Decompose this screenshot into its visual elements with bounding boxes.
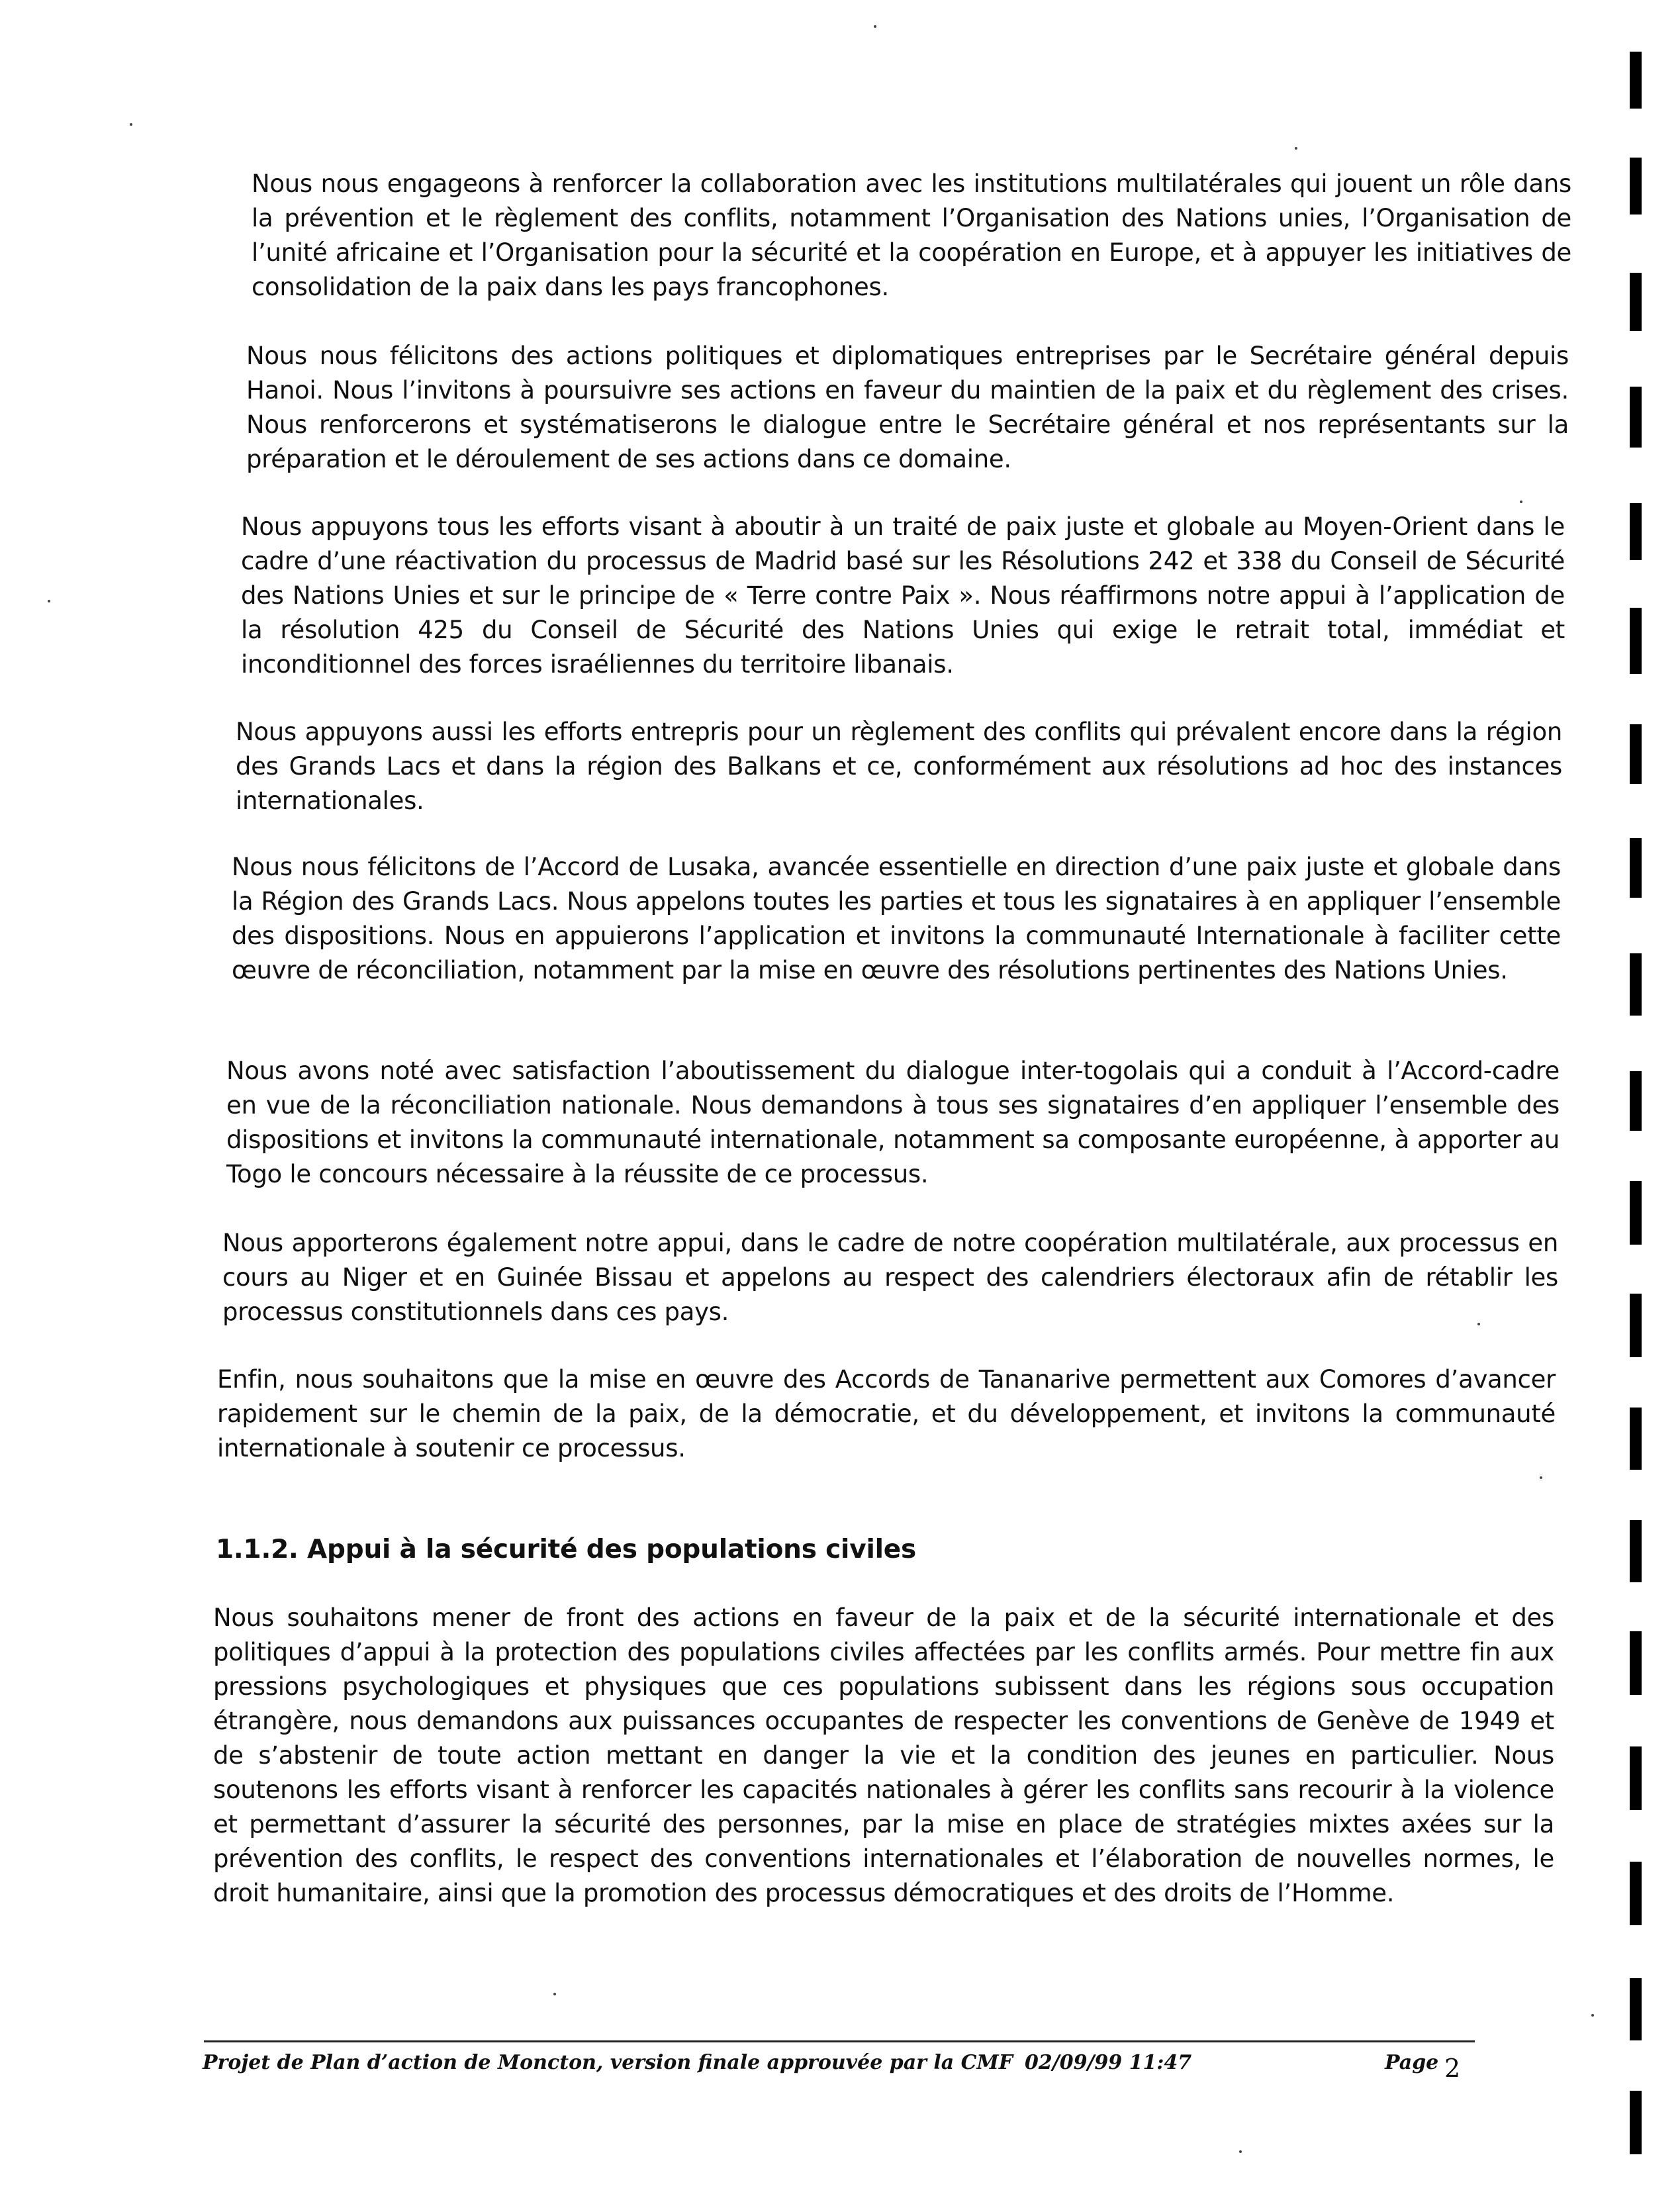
paragraph-8: Enfin, nous souhaitons que la mise en œuvre des Accords de Tananarive permettent aux Comores d’avancer rapidement sur le chemin de la paix, de la démocratie, et du développement, et invitons la communauté internationale à soutenir ce processus. bbox=[217, 1365, 1556, 1462]
scan-mark bbox=[1630, 1978, 1642, 2040]
paragraph-4: Nous appuyons aussi les efforts entrepris pour un règlement des conflits qui prévalent encore dans la région des Grands Lacs et dans la région des Balkans et ce, conformément aux résolutions ad hoc des instances internationales. bbox=[236, 718, 1562, 815]
scan-speck bbox=[1477, 1323, 1480, 1325]
paragraph-7: Nous apporterons également notre appui, dans le cadre de notre coopération multilatérale, aux processus en cours au Niger et en Guinée Bissau et appelons au respect des calendriers électoraux afin de rétablir les processus constitutionnels dans ces pays. bbox=[222, 1229, 1558, 1326]
scan-mark bbox=[1630, 838, 1642, 898]
footer-datetime: 02/09/99 11:47 bbox=[1025, 2051, 1192, 2074]
paragraph-1: Nous nous engageons à renforcer la collaboration avec les institutions multilatérales qui jouent un rôle dans la prévention et le règlement des conflits, notamment l’Organisation des Nations unies, l’Organisation de l’unité africaine et l’Organisation pour la sécurité et la coopération en Europe, et à appuyer les initiatives de consolidation de la paix dans les pays francophones. bbox=[252, 169, 1571, 301]
scan-speck bbox=[1540, 1476, 1542, 1479]
section-heading: 1.1.2. Appui à la sécurité des populations civiles bbox=[216, 1535, 917, 1564]
scan-mark bbox=[1630, 1520, 1642, 1582]
section-paragraph: Nous souhaitons mener de front des actions en faveur de la paix et de la sécurité internationale et des politiques d’appui à la protection des populations civiles affectées par les conflits armés. Pour mettre fin aux pressions psychologiques et physiques que ces populations subissent dans les régions sous occupation étrangère, nous demandons aux puissances occupantes de respecter les conventions de Genève de 1949 et de s’abstenir de toute action mettant en danger la vie et la condition des jeunes en particulier. Nous soutenons les efforts visant à renforcer les capacités nationales à gérer les conflits sans recourir à la violence et permettant d’assurer la sécurité des personnes, par la mise en place de stratégies mixtes axées sur la prévention des conflits, le respect des conventions internationales et l’élaboration de nouvelles normes, le droit humanitaire, ainsi que la promotion des processus démocratiques et des droits de l’Homme. bbox=[213, 1603, 1554, 1907]
scan-speck bbox=[1520, 501, 1522, 503]
scan-speck bbox=[130, 123, 132, 126]
scan-mark bbox=[1630, 1294, 1642, 1357]
scan-mark bbox=[1630, 1631, 1642, 1695]
footer-page-label: Page bbox=[1385, 2051, 1439, 2074]
scan-speck bbox=[553, 1993, 556, 1995]
paragraph-2: Nous nous félicitons des actions politiques et diplomatiques entreprises par le Secrétaire général depuis Hanoi. Nous l’invitons à poursuivre ses actions en faveur du maintien de la paix et du règlement des crises. Nous renforcerons et systématiserons le dialogue entre le Secrétaire général et nos représentants sur la préparation et le déroulement de ses actions dans ce domaine. bbox=[246, 342, 1569, 473]
paragraph-5: Nous nous félicitons de l’Accord de Lusaka, avancée essentielle en direction d’une paix juste et globale dans la Région des Grands Lacs. Nous appelons toutes les parties et tous les signataires à en appliquer l’ensemble des dispositions. Nous en appuierons l’application et invitons la communauté Internationale à faciliter cette œuvre de réconciliation, notamment par la mise en œuvre des résolutions pertinentes des Nations Unies. bbox=[232, 853, 1561, 984]
scan-speck bbox=[48, 600, 50, 602]
footer-rule bbox=[204, 2040, 1475, 2042]
scan-mark bbox=[1630, 953, 1642, 1016]
scan-mark bbox=[1630, 724, 1642, 784]
scan-speck bbox=[1295, 147, 1297, 150]
scan-speck bbox=[874, 25, 876, 28]
scan-mark bbox=[1630, 387, 1642, 448]
scan-mark bbox=[1630, 1071, 1642, 1131]
scan-mark bbox=[1630, 608, 1642, 674]
scan-mark bbox=[1630, 503, 1642, 560]
scan-mark bbox=[1630, 1746, 1642, 1810]
scan-mark bbox=[1630, 1862, 1642, 1925]
scan-mark bbox=[1630, 273, 1642, 331]
scan-mark bbox=[1630, 2091, 1642, 2154]
scan-mark bbox=[1630, 1181, 1642, 1245]
scan-mark bbox=[1630, 158, 1642, 215]
paragraph-3: Nous appuyons tous les efforts visant à aboutir à un traité de paix juste et globale au Moyen-Orient dans le cadre d’une réactivation du processus de Madrid basé sur les Résolutions 242 et 338 du Conseil de Sécurité des Nations Unies et sur le principe de « Terre contre Paix ». Nous réaffirmons notre appui à l’application de la résolution 425 du Conseil de Sécurité des Nations Unies qui exige le retrait total, immédiat et inconditionnel des forces israéliennes du territoire libanais. bbox=[241, 512, 1565, 679]
paragraph-6: Nous avons noté avec satisfaction l’aboutissement du dialogue inter-togolais qui a conduit à l’Accord-cadre en vue de la réconciliation nationale. Nous demandons à tous ses signataires d’en appliquer l’ensemble des dispositions et invitons la communauté internationale, notamment sa composante européenne, à apporter au Togo le concours nécessaire à la réussite de ce processus. bbox=[226, 1057, 1560, 1188]
scan-speck bbox=[1591, 2014, 1594, 2017]
scan-speck bbox=[1239, 2150, 1242, 2153]
scan-mark bbox=[1630, 1408, 1642, 1470]
footer-title: Projet de Plan d’action de Moncton, version finale approuvée par la CMF bbox=[203, 2051, 1013, 2074]
scan-mark bbox=[1630, 52, 1642, 109]
footer-page-number: 2 bbox=[1444, 2054, 1461, 2083]
